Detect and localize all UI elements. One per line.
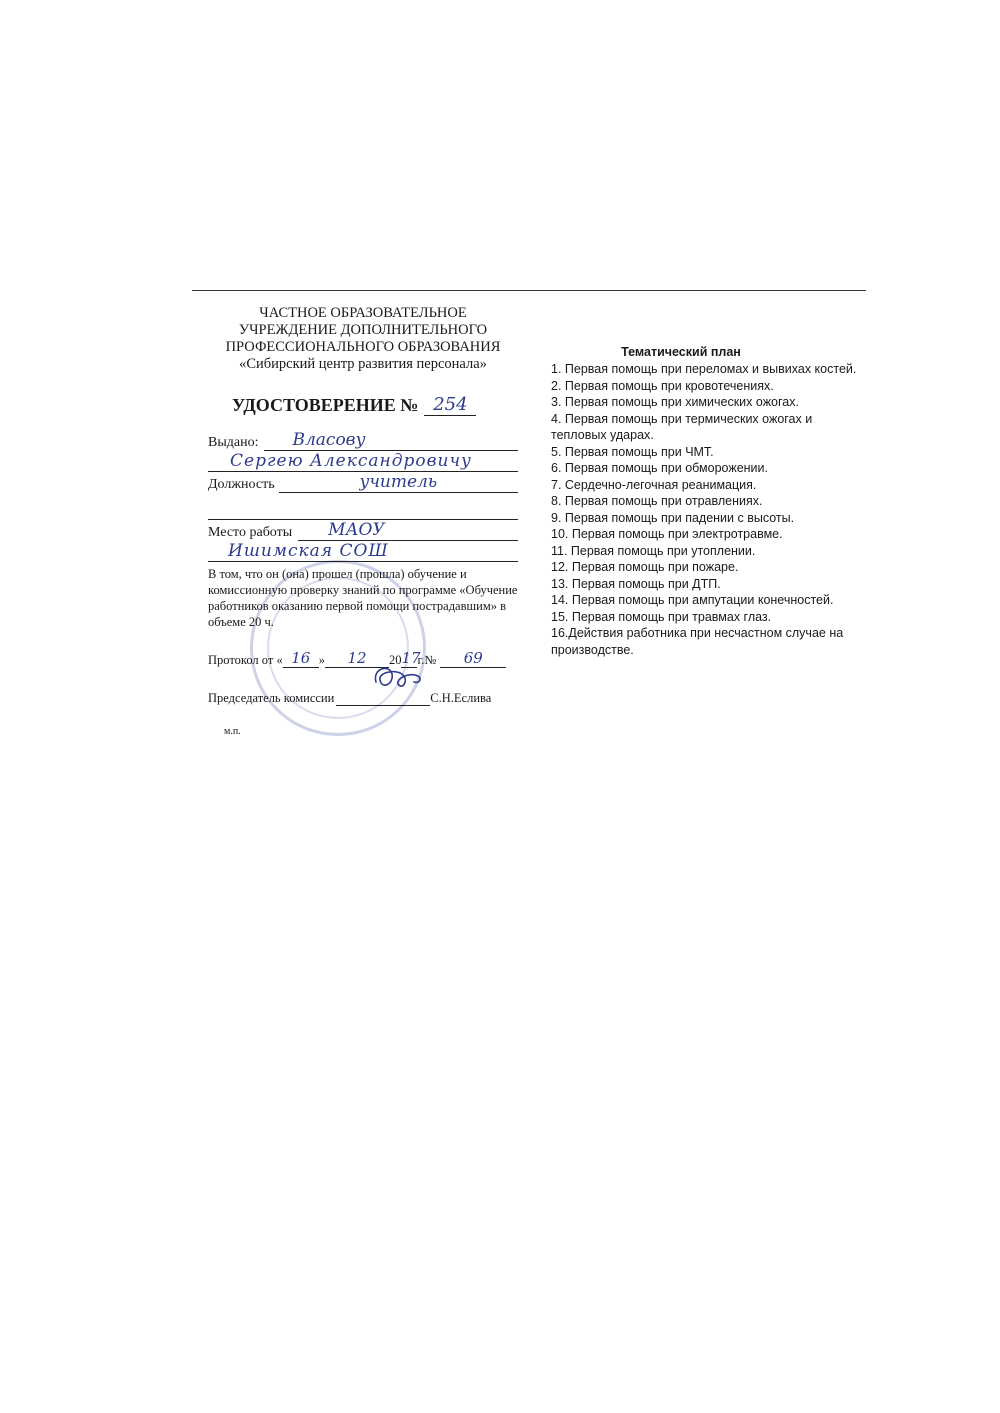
plan-item: 8. Первая помощь при отравлениях. <box>551 494 763 508</box>
chair-name: С.Н.Еслива <box>430 691 492 705</box>
protocol-month: 12 <box>325 649 389 668</box>
plan-item: 1. Первая помощь при переломах и вывихах костей. <box>551 362 857 376</box>
org-line: ПРОФЕССИОНАЛЬНОГО ОБРАЗОВАНИЯ <box>225 339 501 355</box>
plan-item: 4. Первая помощь при термических ожогах и тепловых ударах. <box>551 411 813 442</box>
issued-surname: Власову <box>264 430 518 451</box>
position-label: Должность <box>208 477 275 492</box>
blank-line <box>208 499 518 520</box>
org-line: «Сибирский центр развития персонала» <box>239 356 487 372</box>
protocol-label: Протокол от « <box>208 653 283 667</box>
plan-item: 11. Первая помощь при утоплении. <box>551 543 756 558</box>
certificate-title-text: УДОСТОВЕРЕНИЕ № <box>232 395 419 415</box>
protocol-year-prefix: 20 <box>388 653 402 667</box>
protocol-day: 16 <box>283 649 319 668</box>
signature-icon <box>368 662 428 696</box>
protocol-sep: » <box>318 653 325 667</box>
protocol-number: 69 <box>440 649 506 668</box>
plan-item: 5. Первая помощь при ЧМТ. <box>551 444 714 459</box>
plan-item: 9. Первая помощь при падении с высоты. <box>551 510 795 525</box>
certificate-title <box>208 395 518 416</box>
workplace-row-2 <box>208 541 518 562</box>
chair-label: Председатель комиссии <box>208 691 335 705</box>
issued-label: Выдано: <box>208 435 259 450</box>
plan-list <box>551 361 861 658</box>
org-line: ЧАСТНОЕ ОБРАЗОВАТЕЛЬНОЕ <box>259 305 467 321</box>
mp-label: м.п. <box>224 726 241 737</box>
statement-text: В том, что он (она) прошел (прошла) обучение и комиссионную проверку знаний по программе «Обучение работников оказанию первой помощи пострадавшим» в объеме 20 ч. <box>208 567 518 629</box>
issued-row-2 <box>208 451 518 472</box>
workplace-value-2: Ишимская СОШ <box>208 541 518 562</box>
blank-row <box>208 499 518 520</box>
protocol-row <box>208 648 518 668</box>
plan-item: 3. Первая помощь при химических ожогах. <box>551 395 799 409</box>
workplace-value: МАОУ <box>298 520 518 541</box>
organization-header <box>208 305 518 373</box>
plan-item: 15. Первая помощь при травмах глаз. <box>551 609 772 624</box>
plan-title: Тематический план <box>621 345 741 359</box>
top-rule <box>192 290 866 291</box>
plan-item: 16.Действия работника при несчастном случае на производстве. <box>551 626 844 657</box>
plan-item: 10. Первая помощь при электротравме. <box>551 527 783 541</box>
workplace-row <box>208 520 518 541</box>
workplace-label: Место работы <box>208 525 293 540</box>
position-value: учитель <box>279 472 518 493</box>
chair-row <box>208 684 518 706</box>
plan-item: 13. Первая помощь при ДТП. <box>551 576 721 591</box>
plan-item: 6. Первая помощь при обморожении. <box>551 461 768 475</box>
certificate-number: 254 <box>424 395 476 416</box>
thematic-plan <box>551 345 861 658</box>
position-row <box>208 472 518 493</box>
issued-row <box>208 430 518 451</box>
plan-item: 2. Первая помощь при кровотечениях. <box>551 378 774 393</box>
plan-item: 12. Первая помощь при пожаре. <box>551 560 739 574</box>
protocol-year: 17 <box>401 649 421 667</box>
org-line: УЧРЕЖДЕНИЕ ДОПОЛНИТЕЛЬНОГО <box>238 322 488 338</box>
plan-item: 7. Сердечно-легочная реанимация. <box>551 477 757 492</box>
plan-item: 14. Первая помощь при ампутации конечностей. <box>551 593 834 607</box>
issued-name: Сергею Александровичу <box>208 451 518 472</box>
protocol-year-tail: г.№ <box>417 653 437 667</box>
certificate-panel <box>208 305 518 737</box>
